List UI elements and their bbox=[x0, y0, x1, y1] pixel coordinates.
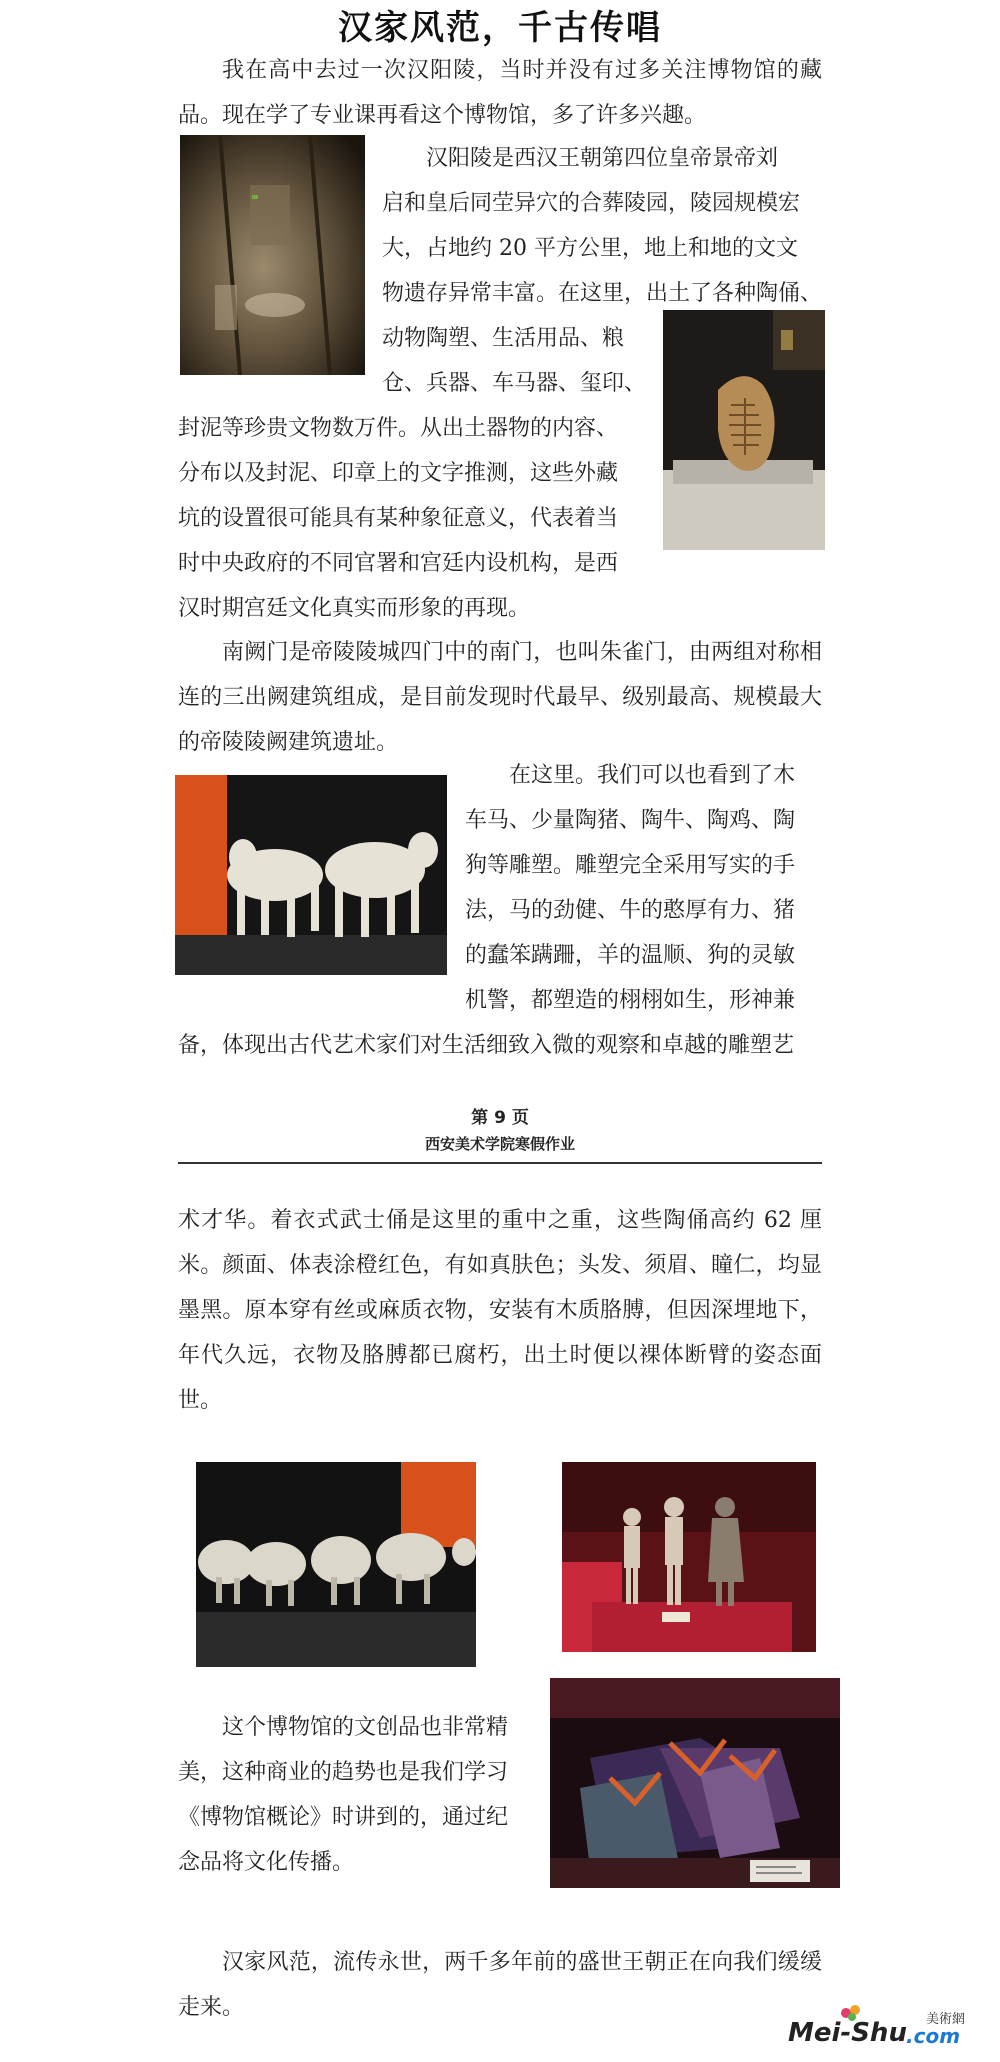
clay-pigs-photo bbox=[196, 1462, 476, 1667]
clay-seal-photo bbox=[663, 310, 825, 550]
text-line: 狗等雕塑。雕塑完全采用写实的手 bbox=[465, 853, 796, 878]
text-line: 仓、兵器、车马器、玺印、 bbox=[382, 371, 647, 396]
yangling-paragraph-upper bbox=[382, 136, 822, 316]
yangling-paragraph-lower bbox=[178, 406, 648, 631]
text-line: 启和皇后同茔异穴的合葬陵园，陵园规模宏 bbox=[382, 191, 801, 216]
intro-paragraph: 我在高中去过一次汉阳陵，当时并没有过多关注博物馆的藏品。现在学了专业课再看这个博物馆，多了许多兴趣。 bbox=[178, 58, 822, 128]
text-line: 大，占地约 20 平方公里，地上和地的文文 bbox=[382, 236, 798, 261]
meishu-watermark bbox=[788, 2010, 988, 2054]
text-line: 念品将文化传播。 bbox=[178, 1850, 355, 1875]
watermark-cn: 美術網 bbox=[926, 2012, 966, 2027]
text-line: 动物陶塑、生活用品、粮 bbox=[382, 326, 625, 351]
yangling-paragraph-middle bbox=[382, 316, 652, 406]
text-line: 在这里。我们可以也看到了木 bbox=[509, 763, 796, 788]
watermark-brand: Mei-Shu bbox=[788, 2018, 907, 2048]
footer-divider bbox=[178, 1162, 822, 1164]
text-line: 法，马的劲健、牛的憨厚有力、猪 bbox=[465, 898, 796, 923]
text-line: 汉阳陵是西汉王朝第四位皇帝景帝刘 bbox=[426, 146, 779, 171]
excavation-pit-photo bbox=[180, 135, 365, 375]
watermark-suffix: .com bbox=[906, 2024, 961, 2048]
text-line: 这个博物馆的文创品也非常精 bbox=[222, 1715, 509, 1740]
products-paragraph bbox=[178, 1705, 538, 1885]
text-line: 汉时期宫廷文化真实而形象的再现。 bbox=[178, 596, 531, 621]
text-line: 《博物馆概论》时讲到的，通过纪 bbox=[178, 1805, 509, 1830]
text-line: 时中央政府的不同官署和宫廷内设机构，是西 bbox=[178, 551, 619, 576]
text-line: 物遗存异常丰富。在这里，出土了各种陶俑、 bbox=[382, 281, 823, 306]
warrior-figurines-photo bbox=[562, 1462, 816, 1652]
museum-textiles-photo bbox=[550, 1678, 840, 1888]
text-line: 美，这种商业的趋势也是我们学习 bbox=[178, 1760, 509, 1785]
text-line: 车马、少量陶猪、陶牛、陶鸡、陶 bbox=[465, 808, 796, 833]
clay-animals-photo bbox=[175, 775, 447, 975]
text-line: 机警，都塑造的栩栩如生，形神兼 bbox=[465, 988, 796, 1013]
closing-paragraph: 汉家风范，流传永世，两千多年前的盛世王朝正在向我们缓缓走来。 bbox=[178, 1950, 822, 2020]
sculpture-paragraph-last-line: 备，体现出古代艺术家们对生活细致入微的观察和卓越的雕塑艺 bbox=[178, 1033, 795, 1058]
text-line: 坑的设置很可能具有某种象征意义，代表着当 bbox=[178, 506, 619, 531]
sculpture-paragraph-upper bbox=[465, 753, 822, 1023]
text-line: 的蠢笨蹒跚，羊的温顺、狗的灵敏 bbox=[465, 943, 796, 968]
text-line: 分布以及封泥、印章上的文字推测，这些外藏 bbox=[178, 461, 619, 486]
warriors-paragraph: 术才华。着衣式武士俑是这里的重中之重，这些陶俑高约 62 厘米。颜面、体表涂橙红色，有如真肤色；头发、须眉、瞳仁，均显墨黑。原本穿有丝或麻质衣物，安装有木质胳膊，但因深埋地下，年代久远，衣物及胳膊都已腐朽，出土时便以裸体断臂的姿态面世。 bbox=[178, 1208, 822, 1413]
page-title: 汉家风范，千古传唱 bbox=[338, 8, 662, 48]
school-name: 西安美术学院寒假作业 bbox=[424, 1135, 575, 1153]
page-number: 第 9 页 bbox=[471, 1108, 529, 1128]
south-gate-paragraph: 南阙门是帝陵陵城四门中的南门，也叫朱雀门，由两组对称相连的三出阙建筑组成，是目前发现时代最早、级别最高、规模最大的帝陵陵阙建筑遗址。 bbox=[178, 640, 822, 755]
text-line: 封泥等珍贵文物数万件。从出土器物的内容、 bbox=[178, 416, 619, 441]
